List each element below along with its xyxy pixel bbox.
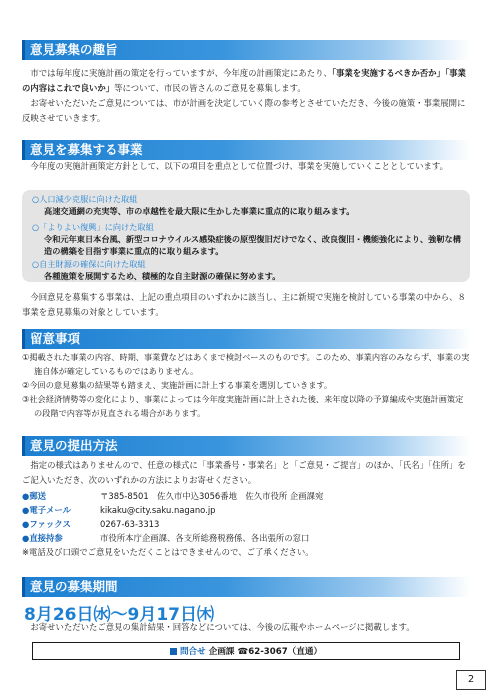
inquiry-box: [32, 642, 460, 660]
email-link[interactable]: kikaku@city.saku.nagano.jp: [100, 505, 216, 515]
method-fax: [22, 517, 470, 531]
focus-item-desc: 各種施策を展開するため、積極的な自主財源の確保に努めます。: [44, 271, 281, 281]
submit-note: ※電話及び口頭でご意見をいただくことはできませんので、ご了承ください。: [22, 547, 314, 557]
notes-list: [22, 350, 470, 420]
section-heading-notes: 留意事項: [22, 329, 470, 349]
projects-intro: 今年度の実施計画策定方針として、以下の項目を重点として位置づけ、事業を実施していくこととしています。: [22, 161, 448, 171]
inquiry-label: 問合せ: [179, 647, 206, 657]
section-heading-submit: 意見の提出方法: [22, 436, 470, 456]
bullet-icon: ●: [22, 491, 30, 501]
section-heading-purpose: 意見募集の趣旨: [22, 40, 470, 60]
focus-item-title: ○「よりよい復興」に向けた取組: [32, 222, 154, 232]
focus-item-desc: 高速交通網の充実等、市の卓越性を最大限に生かした事業に重点的に取り組みます。: [44, 206, 355, 216]
purpose-text-c: 等について、市民の皆さんのご意見を募集します。: [114, 83, 306, 93]
method-value: 〒385-8501 佐久市中込3056番地 佐久市役所 企画課宛: [100, 491, 324, 501]
projects-outro: 今回意見を募集する事業は、上記の重点項目のいずれかに該当し、主に新規で実施を検討している事業の中から、８事業を意見募集の対象としています。: [22, 292, 466, 317]
purpose-text-a: 市では毎年度に実施計画の策定を行っていますが、今年度の計画策定にあたり、: [22, 68, 332, 78]
submit-intro: 指定の様式はありませんので、任意の様式に「事業番号・事業名」と「ご意見・ご提言」のほか、「氏名」「住所」をご記入いただき、次のいずれかの方法によりお寄せください。: [22, 460, 466, 485]
method-label: 直接持参: [29, 533, 63, 543]
section-heading-projects: 意見を募集する事業: [22, 140, 470, 160]
focus-item: [32, 221, 462, 257]
method-post: [22, 489, 470, 503]
method-label: 電子メール: [29, 505, 72, 515]
note-item: ①掲載された事業の内容、時期、事業費などはあくまで検討ベースのものです。このため、事業内容のみならず、事業の実施自体が確定しているものではありません。: [22, 352, 470, 376]
method-value: 0267-63-3313: [100, 519, 160, 529]
method-label: 郵送: [29, 491, 47, 501]
note-item: ②今回の意見募集の結果等も踏まえ、実施計画に計上する事業を選別していきます。: [22, 380, 333, 390]
focus-item-desc: 令和元年東日本台風、新型コロナウイルス感染症後の原型復旧だけでなく、改良復旧・機能強化により、強靭な構造の構築を目指す事業に重点的に取り組みます。: [44, 234, 461, 256]
inquiry-tel: ☎62-3067（直通）: [237, 647, 323, 657]
page-number: 2: [456, 670, 486, 690]
square-bullet-icon: [170, 648, 177, 655]
period-note: お寄せいただいたご意見の集計結果・回答などについては、今後の広報やホームページに掲載します。: [22, 622, 415, 632]
inquiry-dept: 企画課: [208, 647, 235, 657]
section-heading-period: 意見の募集期間: [22, 577, 470, 597]
focus-item: [32, 258, 462, 282]
method-label: ファックス: [29, 519, 71, 529]
purpose-paragraph-2: お寄せいただいたご意見については、市が計画を決定していく際の参考とさせていただき、今後の施策・事業展開に反映させていきます。: [22, 98, 466, 123]
method-in-person: [22, 531, 470, 545]
bullet-icon: ●: [22, 505, 30, 515]
focus-item-title: ○人口減少克服に向けた取組: [32, 194, 138, 204]
bullet-icon: ●: [22, 519, 30, 529]
note-item: ③社会経済情勢等の変化により、事業によっては今年度実施計画に計上された後、来年度以降の予算編成や実施計画策定の段階で内容等が見直される場合があります。: [22, 394, 464, 418]
focus-item: [32, 193, 462, 217]
purpose-paragraph-1: [22, 66, 470, 96]
method-email: [22, 503, 470, 517]
period-dates: 8月26日㈬～9月17日㈭: [24, 605, 214, 625]
bullet-icon: ●: [22, 533, 30, 543]
method-value: 市役所本庁企画課、各支所総務税務係、各出張所の窓口: [100, 533, 310, 543]
purpose-text-b: 「事業を実施するべきか否か」「事業の内容はこれで良いか」: [22, 68, 466, 93]
focus-item-title: ○自主財源の確保に向けた取組: [32, 259, 146, 269]
